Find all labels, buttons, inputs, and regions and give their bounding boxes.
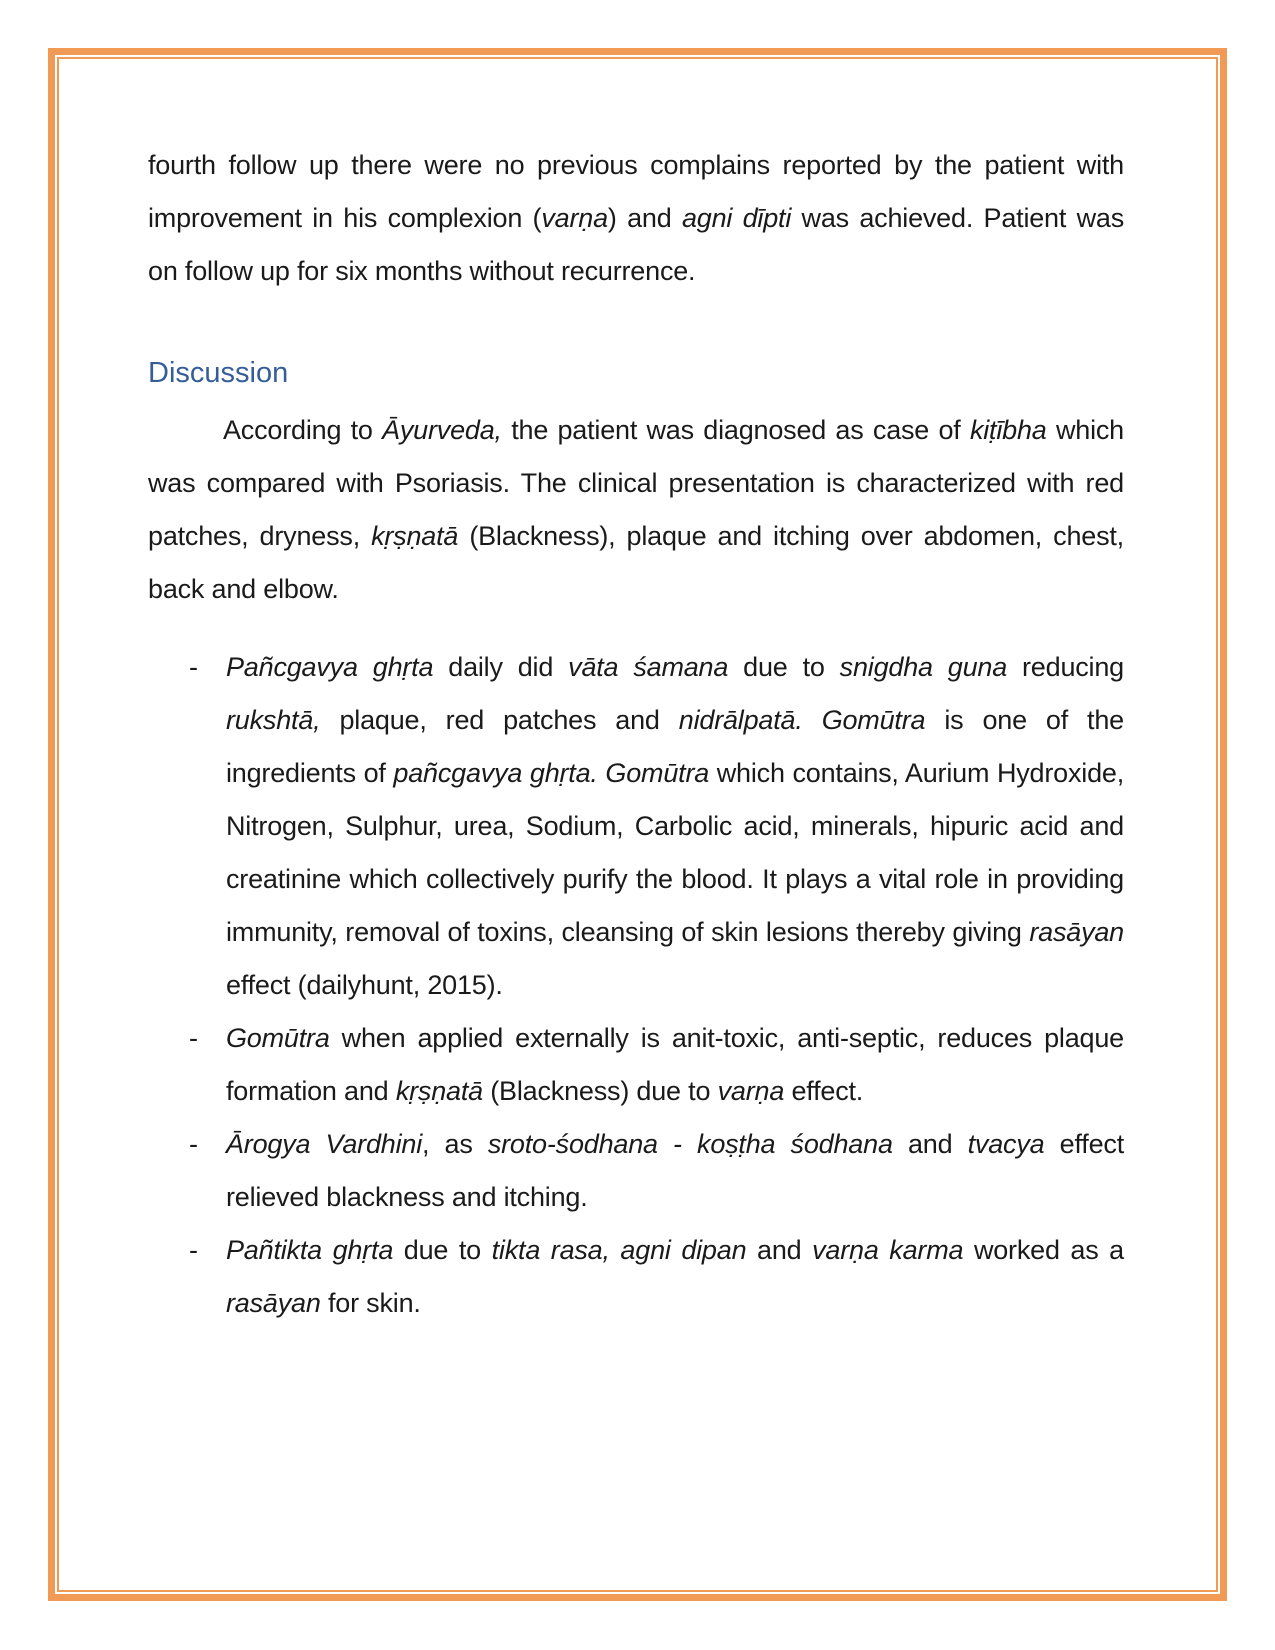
text-run: kiṭībha	[969, 415, 1047, 445]
list-item	[148, 641, 1124, 1012]
text-run: (Blackness) due to	[482, 1076, 718, 1106]
text-run: agni dīpti	[681, 203, 792, 233]
page-content	[59, 59, 1216, 1330]
text-run: Gomūtra	[605, 758, 710, 788]
list-item-text	[226, 1235, 1124, 1318]
text-run: According to	[223, 415, 383, 445]
list-item	[148, 1224, 1124, 1330]
text-run: nidrālpatā.	[678, 705, 803, 735]
text-run: Gomūtra	[821, 705, 926, 735]
text-run: when applied externally is anit-toxic, anti-septic, reduces plaque formation and	[226, 1023, 1124, 1106]
dash-bullet: -	[189, 1235, 198, 1265]
text-run: rasāyan	[1029, 917, 1124, 947]
text-run: ) and	[607, 203, 682, 233]
text-run: kṛṣṇatā	[371, 521, 459, 551]
text-run: due to	[393, 1235, 492, 1265]
dash-bullet: -	[189, 1023, 198, 1053]
text-run: which contains, Aurium Hydroxide, Nitrogen, Sulphur, urea, Sodium, Carbolic acid, minerals, hipuric acid and creatinine which collectively purify the blood. It plays a vital role in providing immunity, removal of toxins, cleansing of skin lesions thereby giving	[226, 758, 1124, 947]
text-run: worked as a	[963, 1235, 1124, 1265]
text-run: Gomūtra	[226, 1023, 330, 1053]
followup-paragraph	[148, 139, 1124, 298]
text-run: snigdha guna	[839, 652, 1008, 682]
text-run: is one of the ingredients of	[226, 705, 1124, 788]
dash-bullet: -	[189, 652, 198, 682]
text-run: plaque, red patches and	[320, 705, 679, 735]
text-run: kṛṣṇatā	[395, 1076, 483, 1106]
text-run: sroto-śodhana - koṣṭha śodhana	[487, 1129, 893, 1159]
text-run: (Blackness), plaque and itching over abdomen, chest, back and elbow.	[148, 521, 1124, 604]
text-run: rasāyan	[226, 1288, 321, 1318]
list-item	[148, 1012, 1124, 1118]
text-run: varṇa	[717, 1076, 785, 1106]
text-run: Āyurveda,	[382, 415, 502, 445]
discussion-points-list	[148, 641, 1124, 1330]
page-border-inner-line	[57, 57, 1218, 1592]
text-run: tvacya	[967, 1129, 1045, 1159]
list-item-text	[226, 1023, 1124, 1106]
text-run: varṇa karma	[812, 1235, 964, 1265]
discussion-intro-paragraph	[148, 404, 1124, 616]
list-item	[148, 1118, 1124, 1224]
text-run: reducing	[1007, 652, 1124, 682]
text-run: Ārogya Vardhini	[226, 1129, 423, 1159]
text-run: and	[746, 1235, 813, 1265]
text-run: pañcgavya ghṛta.	[393, 758, 598, 788]
page-border-frame	[48, 48, 1227, 1601]
text-run: vāta śamana	[568, 652, 729, 682]
text-run: effect relieved blackness and itching.	[226, 1129, 1124, 1212]
text-run: daily did	[433, 652, 569, 682]
text-run: fourth follow up there were no previous complains reported by the patient with improvement in his complexion (	[148, 150, 1124, 233]
text-run: tikta rasa, agni dipan	[491, 1235, 747, 1265]
section-heading-discussion: Discussion	[148, 357, 289, 389]
list-item-text	[226, 1129, 1124, 1212]
text-run: which was compared with Psoriasis. The clinical presentation is characterized with red patches, dryness,	[148, 415, 1124, 551]
text-run: rukshtā,	[226, 705, 321, 735]
text-run: varṇa	[541, 203, 608, 233]
dash-bullet: -	[189, 1129, 198, 1159]
text-run: for skin.	[320, 1288, 421, 1318]
text-run: was achieved. Patient was on follow up for six months without recurrence.	[148, 203, 1124, 286]
text-run: effect (dailyhunt, 2015).	[226, 970, 503, 1000]
text-run: , as	[422, 1129, 488, 1159]
text-run: due to	[728, 652, 840, 682]
text-run: effect.	[784, 1076, 864, 1106]
text-run: and	[892, 1129, 968, 1159]
text-run: Pañcgavya ghṛta	[226, 652, 434, 682]
list-item-text	[226, 652, 1124, 1000]
text-run: the patient was diagnosed as case of	[501, 415, 970, 445]
text-run	[803, 705, 822, 735]
text-run: Pañtikta ghṛta	[226, 1235, 394, 1265]
